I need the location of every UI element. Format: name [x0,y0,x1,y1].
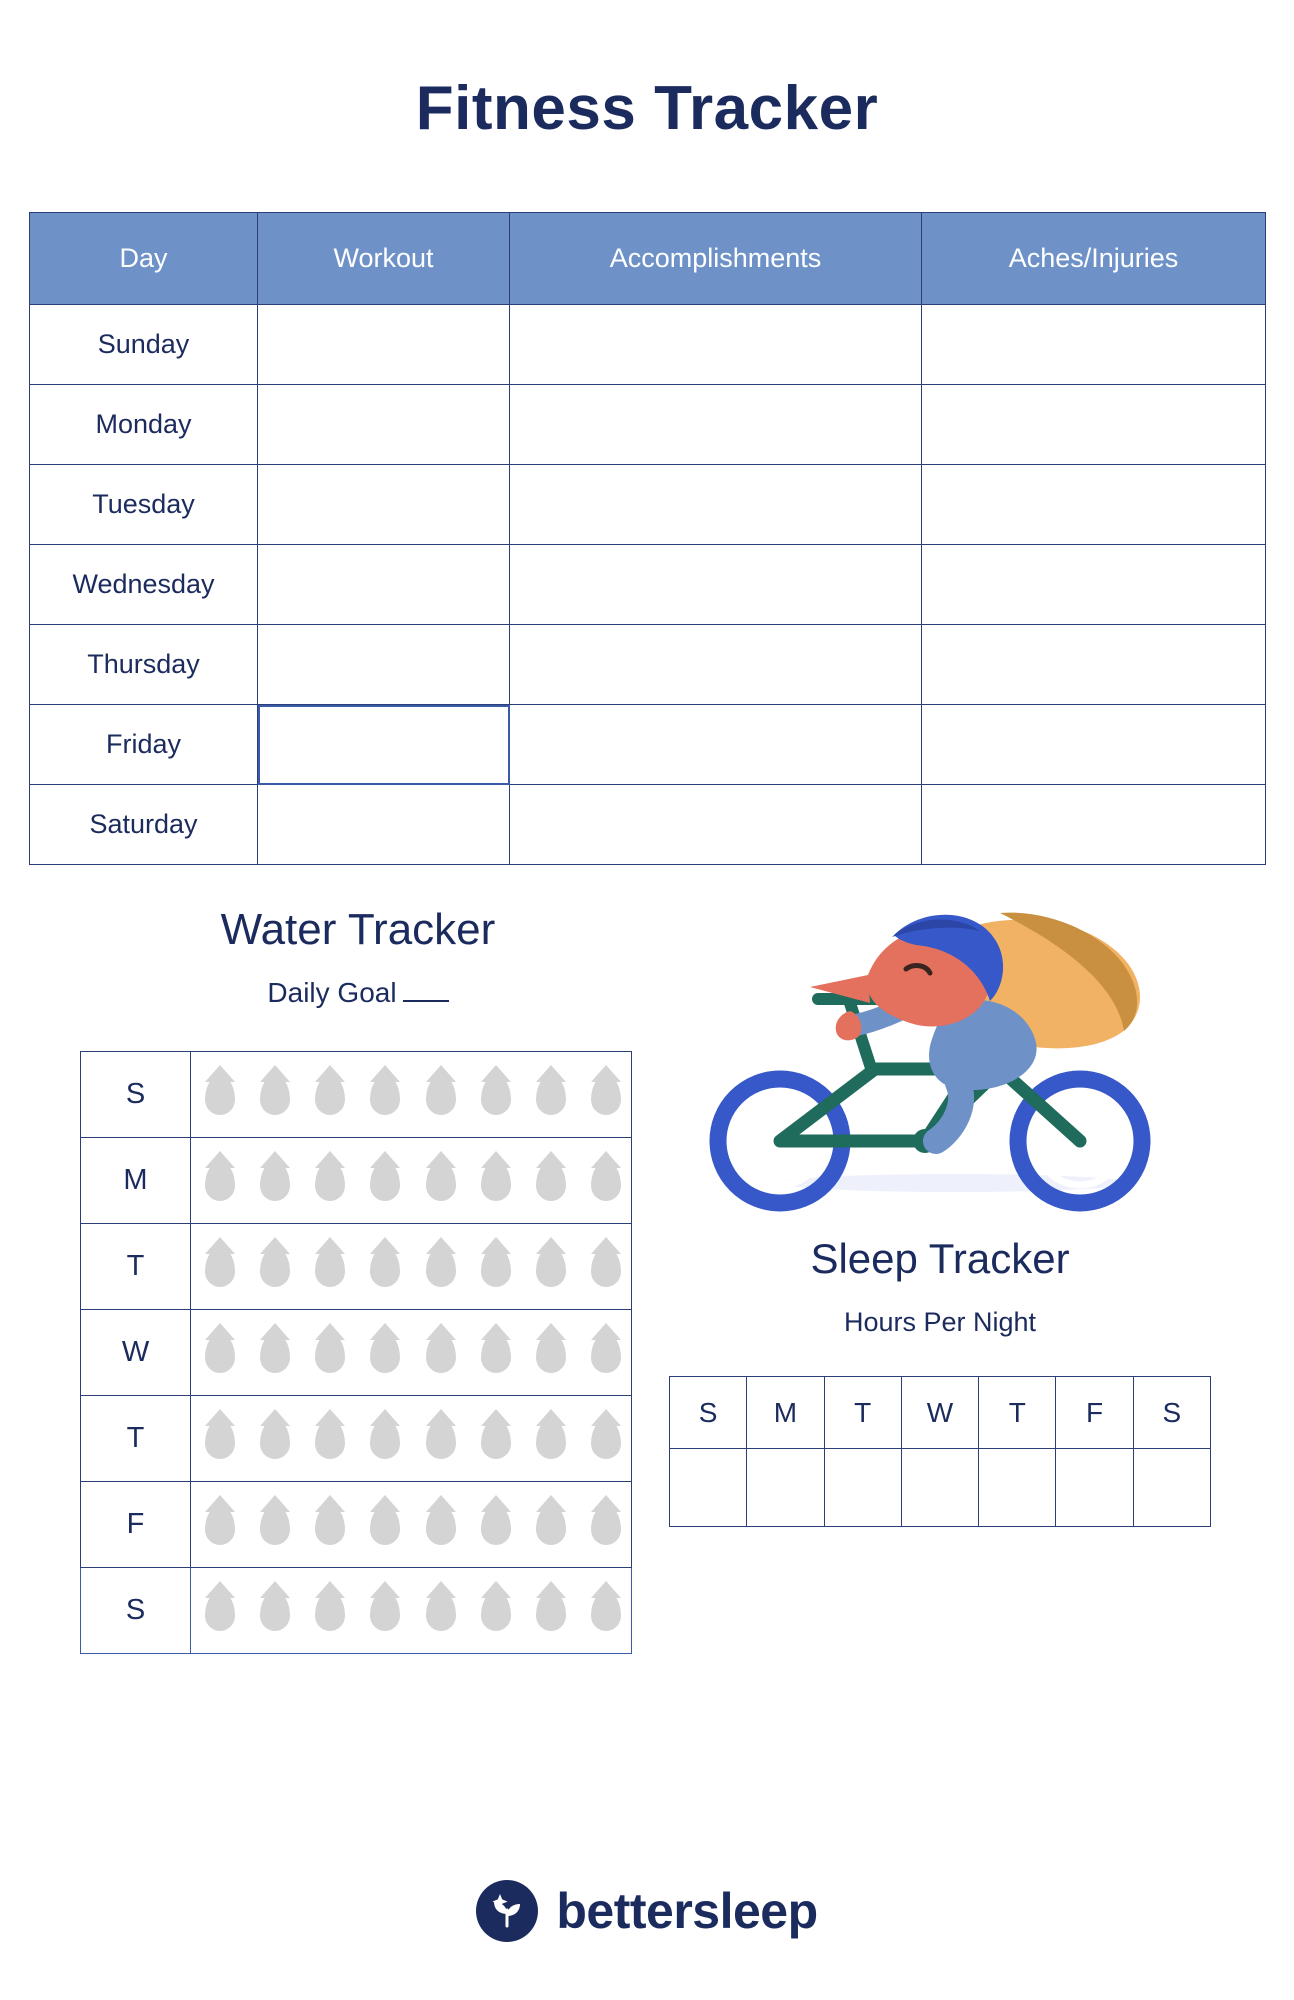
workout-cell-saturday[interactable] [258,785,510,865]
sleep-day-label-t2: T [979,1377,1056,1449]
water-drop-icon[interactable] [426,1333,456,1373]
water-drop-icon[interactable] [481,1333,511,1373]
water-drop-icon[interactable] [260,1161,290,1201]
water-goal-input[interactable] [403,980,449,1002]
water-drops-saturday[interactable] [191,1568,632,1654]
water-drop-icon[interactable] [205,1591,235,1631]
table-row [30,705,1266,785]
water-drops-wednesday[interactable] [191,1310,632,1396]
water-drop-icon[interactable] [481,1505,511,1545]
water-drop-icon[interactable] [536,1161,566,1201]
accomplishments-cell-friday[interactable] [510,705,922,785]
water-drop-icon[interactable] [315,1161,345,1201]
water-drop-icon[interactable] [536,1247,566,1287]
lower-section [0,905,1294,1665]
brand-name: bettersleep [556,1883,818,1939]
column-header-aches: Aches/Injuries [922,213,1266,305]
water-drop-icon[interactable] [370,1247,400,1287]
day-label-friday: Friday [30,705,258,785]
water-drop-icon[interactable] [315,1247,345,1287]
water-drop-icon[interactable] [536,1075,566,1115]
workout-cell-wednesday[interactable] [258,545,510,625]
sleep-value-cell-t2[interactable] [979,1449,1056,1527]
water-drop-icon[interactable] [205,1333,235,1373]
day-label-monday: Monday [30,385,258,465]
sleep-day-label-w: W [901,1377,978,1449]
water-drop-icon[interactable] [481,1161,511,1201]
water-drop-icon[interactable] [260,1247,290,1287]
sleep-day-label-s2: S [1133,1377,1210,1449]
water-day-label-w: W [81,1310,191,1396]
sleep-tracker-title: Sleep Tracker [810,1235,1070,1282]
water-drop-icon[interactable] [315,1333,345,1373]
water-drop-icon[interactable] [260,1075,290,1115]
water-day-label-t1: T [81,1224,191,1310]
table-row [30,785,1266,865]
accomplishments-cell-tuesday[interactable] [510,465,922,545]
water-drop-icon[interactable] [426,1505,456,1545]
water-row-saturday [81,1568,632,1654]
water-drop-icon[interactable] [315,1419,345,1459]
water-drop-icon[interactable] [426,1591,456,1631]
water-drops-thursday[interactable] [191,1396,632,1482]
column-header-day: Day [30,213,258,305]
water-drop-icon[interactable] [426,1161,456,1201]
sleep-values-row [670,1449,1211,1527]
table-header-row [30,213,1266,305]
water-tracker-section [78,905,638,1654]
aches-cell-friday[interactable] [922,705,1266,785]
water-drop-icon[interactable] [205,1161,235,1201]
water-day-label-s1: S [81,1052,191,1138]
water-drop-icon[interactable] [260,1333,290,1373]
water-row-tuesday [81,1224,632,1310]
water-drop-icon[interactable] [591,1505,621,1545]
water-drop-icon[interactable] [536,1505,566,1545]
sleep-value-cell-t1[interactable] [824,1449,901,1527]
water-row-sunday [81,1052,632,1138]
sleep-day-label-m: M [747,1377,824,1449]
water-drop-icon[interactable] [370,1419,400,1459]
sleep-value-cell-s2[interactable] [1133,1449,1210,1527]
workout-cell-tuesday[interactable] [258,465,510,545]
table-row [30,305,1266,385]
workout-cell-thursday[interactable] [258,625,510,705]
fitness-table [29,212,1266,865]
day-label-thursday: Thursday [30,625,258,705]
water-row-monday [81,1138,632,1224]
water-drop-icon[interactable] [591,1591,621,1631]
water-drop-icon[interactable] [591,1247,621,1287]
sleep-value-cell-w[interactable] [901,1449,978,1527]
water-drop-icon[interactable] [591,1075,621,1115]
water-drop-icon[interactable] [426,1419,456,1459]
water-drop-icon[interactable] [370,1075,400,1115]
water-drops-friday[interactable] [191,1482,632,1568]
water-row-thursday [81,1396,632,1482]
fitness-table-container [29,140,1265,865]
water-drop-icon[interactable] [205,1505,235,1545]
water-day-label-m: M [81,1138,191,1224]
accomplishments-cell-wednesday[interactable] [510,545,922,625]
sleep-day-label-t1: T [824,1377,901,1449]
workout-cell-sunday[interactable] [258,305,510,385]
day-label-sunday: Sunday [30,305,258,385]
table-row [30,625,1266,705]
workout-cell-friday[interactable] [258,705,510,785]
water-drop-icon[interactable] [260,1505,290,1545]
water-day-label-s2: S [81,1568,191,1654]
water-drop-icon[interactable] [481,1247,511,1287]
water-drop-icon[interactable] [205,1247,235,1287]
water-tracker-table [80,1051,632,1654]
water-drop-icon[interactable] [205,1075,235,1115]
water-tracker-title: Water Tracker [220,905,496,954]
water-drops-monday[interactable] [191,1138,632,1224]
water-drops-sunday[interactable] [191,1052,632,1138]
aches-cell-wednesday[interactable] [922,545,1266,625]
water-drop-icon[interactable] [370,1591,400,1631]
accomplishments-cell-thursday[interactable] [510,625,922,705]
column-header-accomplishments: Accomplishments [510,213,922,305]
day-label-wednesday: Wednesday [30,545,258,625]
sleep-tracker-table [669,1376,1211,1527]
water-drops-tuesday[interactable] [191,1224,632,1310]
day-label-saturday: Saturday [30,785,258,865]
water-drop-icon[interactable] [315,1591,345,1631]
water-drop-icon[interactable] [370,1505,400,1545]
water-drop-icon[interactable] [315,1075,345,1115]
leaf-sparkle-icon [476,1880,538,1942]
water-drop-icon[interactable] [205,1419,235,1459]
sleep-value-cell-f[interactable] [1056,1449,1133,1527]
sleep-header-row [670,1377,1211,1449]
water-goal-label: Daily Goal [267,977,397,1008]
sleep-tracker-subtitle: Hours Per Night [843,1307,1037,1337]
accomplishments-cell-monday[interactable] [510,385,922,465]
water-drop-icon[interactable] [591,1333,621,1373]
water-drop-icon[interactable] [370,1161,400,1201]
day-label-tuesday: Tuesday [30,465,258,545]
water-drop-icon[interactable] [260,1591,290,1631]
water-row-wednesday [81,1310,632,1396]
table-row [30,545,1266,625]
aches-cell-thursday[interactable] [922,625,1266,705]
sleep-value-cell-m[interactable] [747,1449,824,1527]
accomplishments-cell-saturday[interactable] [510,785,922,865]
column-header-workout: Workout [258,213,510,305]
water-drop-icon[interactable] [536,1333,566,1373]
page-title: Fitness Tracker [415,74,879,143]
water-drop-icon[interactable] [481,1591,511,1631]
aches-cell-tuesday[interactable] [922,465,1266,545]
water-day-label-t2: T [81,1396,191,1482]
water-day-label-f: F [81,1482,191,1568]
aches-cell-monday[interactable] [922,385,1266,465]
water-drop-icon[interactable] [260,1419,290,1459]
aches-cell-sunday[interactable] [922,305,1266,385]
water-row-friday [81,1482,632,1568]
cyclist-illustration [700,883,1170,1213]
water-drop-icon[interactable] [370,1333,400,1373]
water-drop-icon[interactable] [426,1247,456,1287]
footer-branding [0,1880,1294,1942]
water-drop-icon[interactable] [481,1075,511,1115]
water-drop-icon[interactable] [536,1419,566,1459]
water-drop-icon[interactable] [315,1505,345,1545]
table-row [30,385,1266,465]
workout-cell-monday[interactable] [258,385,510,465]
aches-cell-saturday[interactable] [922,785,1266,865]
water-drop-icon[interactable] [426,1075,456,1115]
water-daily-goal [78,977,638,1009]
water-drop-icon[interactable] [591,1419,621,1459]
table-row [30,465,1266,545]
sleep-value-cell-s1[interactable] [670,1449,747,1527]
sleep-day-label-s1: S [670,1377,747,1449]
water-drop-icon[interactable] [591,1161,621,1201]
water-drop-icon[interactable] [481,1419,511,1459]
sleep-day-label-f: F [1056,1377,1133,1449]
sleep-tracker-section [660,1235,1220,1527]
accomplishments-cell-sunday[interactable] [510,305,922,385]
water-drop-icon[interactable] [536,1591,566,1631]
